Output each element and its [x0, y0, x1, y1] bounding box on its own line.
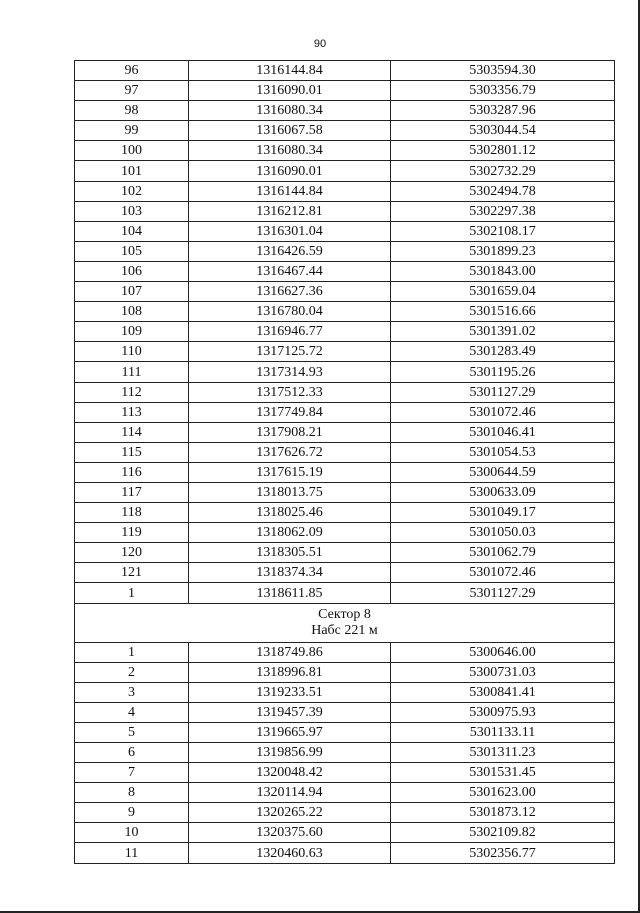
x-coordinate-cell: 1318996.81	[189, 662, 391, 682]
x-coordinate-cell: 1316144.84	[189, 181, 391, 201]
x-coordinate-cell: 1316090.01	[189, 161, 391, 181]
table-row	[75, 783, 615, 803]
coordinates-table-part-a	[75, 61, 615, 604]
table-row	[75, 462, 615, 482]
sector-header-cell	[75, 603, 615, 642]
x-coordinate-cell: 1317749.84	[189, 402, 391, 422]
point-number-cell: 105	[75, 241, 189, 261]
point-number-cell: 114	[75, 422, 189, 442]
table-row	[75, 682, 615, 702]
table-row	[75, 81, 615, 101]
x-coordinate-cell: 1316090.01	[189, 81, 391, 101]
y-coordinate-cell: 5300633.09	[391, 482, 615, 502]
point-number-cell: 11	[75, 843, 189, 863]
y-coordinate-cell: 5302356.77	[391, 843, 615, 863]
x-coordinate-cell: 1317626.72	[189, 442, 391, 462]
point-number-cell: 119	[75, 523, 189, 543]
table-row	[75, 322, 615, 342]
point-number-cell: 99	[75, 121, 189, 141]
point-number-cell: 108	[75, 302, 189, 322]
point-number-cell: 111	[75, 362, 189, 382]
table-row	[75, 442, 615, 462]
x-coordinate-cell: 1318749.86	[189, 642, 391, 662]
x-coordinate-cell: 1316212.81	[189, 201, 391, 221]
y-coordinate-cell: 5301054.53	[391, 442, 615, 462]
table-row	[75, 101, 615, 121]
x-coordinate-cell: 1320375.60	[189, 823, 391, 843]
y-coordinate-cell: 5301195.26	[391, 362, 615, 382]
table-row	[75, 261, 615, 281]
table-row	[75, 763, 615, 783]
point-number-cell: 98	[75, 101, 189, 121]
table-row	[75, 722, 615, 742]
y-coordinate-cell: 5302801.12	[391, 141, 615, 161]
sector-title: Сектор 8	[318, 606, 371, 622]
x-coordinate-cell: 1316627.36	[189, 282, 391, 302]
y-coordinate-cell: 5300975.93	[391, 702, 615, 722]
y-coordinate-cell: 5303287.96	[391, 101, 615, 121]
y-coordinate-cell: 5301843.00	[391, 261, 615, 281]
x-coordinate-cell: 1318374.34	[189, 563, 391, 583]
sector-elevation: Набс 221 м	[311, 622, 378, 638]
x-coordinate-cell: 1320048.42	[189, 763, 391, 783]
point-number-cell: 102	[75, 181, 189, 201]
x-coordinate-cell: 1317125.72	[189, 342, 391, 362]
point-number-cell: 109	[75, 322, 189, 342]
y-coordinate-cell: 5301899.23	[391, 241, 615, 261]
table-row	[75, 702, 615, 722]
x-coordinate-cell: 1319665.97	[189, 722, 391, 742]
y-coordinate-cell: 5300731.03	[391, 662, 615, 682]
y-coordinate-cell: 5301873.12	[391, 803, 615, 823]
point-number-cell: 2	[75, 662, 189, 682]
point-number-cell: 97	[75, 81, 189, 101]
x-coordinate-cell: 1316426.59	[189, 241, 391, 261]
table-row	[75, 161, 615, 181]
x-coordinate-cell: 1316067.58	[189, 121, 391, 141]
y-coordinate-cell: 5301659.04	[391, 282, 615, 302]
point-number-cell: 106	[75, 261, 189, 281]
y-coordinate-cell: 5302297.38	[391, 201, 615, 221]
point-number-cell: 116	[75, 462, 189, 482]
x-coordinate-cell: 1316467.44	[189, 261, 391, 281]
point-number-cell: 112	[75, 382, 189, 402]
point-number-cell: 121	[75, 563, 189, 583]
y-coordinate-cell: 5301623.00	[391, 783, 615, 803]
x-coordinate-cell: 1316301.04	[189, 221, 391, 241]
table-row	[75, 823, 615, 843]
table-row	[75, 362, 615, 382]
table-row	[75, 422, 615, 442]
point-number-cell: 117	[75, 482, 189, 502]
sector-header-row	[75, 603, 615, 642]
point-number-cell: 113	[75, 402, 189, 422]
y-coordinate-cell: 5300841.41	[391, 682, 615, 702]
point-number-cell: 4	[75, 702, 189, 722]
x-coordinate-cell: 1318013.75	[189, 482, 391, 502]
table-row	[75, 141, 615, 161]
y-coordinate-cell: 5303044.54	[391, 121, 615, 141]
y-coordinate-cell: 5301072.46	[391, 402, 615, 422]
y-coordinate-cell: 5302732.29	[391, 161, 615, 181]
page-number: 90	[313, 38, 327, 50]
x-coordinate-cell: 1320460.63	[189, 843, 391, 863]
x-coordinate-cell: 1318062.09	[189, 523, 391, 543]
table-row	[75, 221, 615, 241]
table-row	[75, 583, 615, 603]
y-coordinate-cell: 5301531.45	[391, 763, 615, 783]
point-number-cell: 5	[75, 722, 189, 742]
table-row	[75, 181, 615, 201]
y-coordinate-cell: 5301127.29	[391, 382, 615, 402]
point-number-cell: 120	[75, 543, 189, 563]
x-coordinate-cell: 1319233.51	[189, 682, 391, 702]
point-number-cell: 101	[75, 161, 189, 181]
table-row	[75, 843, 615, 863]
point-number-cell: 96	[75, 61, 189, 81]
table-row	[75, 523, 615, 543]
point-number-cell: 6	[75, 743, 189, 763]
table-row	[75, 563, 615, 583]
point-number-cell: 100	[75, 141, 189, 161]
table-row	[75, 342, 615, 362]
y-coordinate-cell: 5300646.00	[391, 642, 615, 662]
y-coordinate-cell: 5301311.23	[391, 743, 615, 763]
table-row	[75, 662, 615, 682]
table-row	[75, 803, 615, 823]
coordinates-table	[74, 60, 615, 864]
table-row	[75, 402, 615, 422]
y-coordinate-cell: 5302109.82	[391, 823, 615, 843]
point-number-cell: 7	[75, 763, 189, 783]
x-coordinate-cell: 1316144.84	[189, 61, 391, 81]
y-coordinate-cell: 5301391.02	[391, 322, 615, 342]
table-row	[75, 121, 615, 141]
x-coordinate-cell: 1318025.46	[189, 503, 391, 523]
sector-header-group	[75, 603, 615, 642]
table-row	[75, 282, 615, 302]
table-row	[75, 302, 615, 322]
table-row	[75, 743, 615, 763]
x-coordinate-cell: 1316080.34	[189, 101, 391, 121]
table-row	[75, 503, 615, 523]
y-coordinate-cell: 5301050.03	[391, 523, 615, 543]
y-coordinate-cell: 5301049.17	[391, 503, 615, 523]
point-number-cell: 9	[75, 803, 189, 823]
table-row	[75, 201, 615, 221]
point-number-cell: 103	[75, 201, 189, 221]
x-coordinate-cell: 1319457.39	[189, 702, 391, 722]
x-coordinate-cell: 1316780.04	[189, 302, 391, 322]
point-number-cell: 104	[75, 221, 189, 241]
x-coordinate-cell: 1316080.34	[189, 141, 391, 161]
table-row	[75, 382, 615, 402]
x-coordinate-cell: 1320114.94	[189, 783, 391, 803]
y-coordinate-cell: 5302108.17	[391, 221, 615, 241]
table-row	[75, 642, 615, 662]
x-coordinate-cell: 1320265.22	[189, 803, 391, 823]
x-coordinate-cell: 1316946.77	[189, 322, 391, 342]
y-coordinate-cell: 5302494.78	[391, 181, 615, 201]
x-coordinate-cell: 1317615.19	[189, 462, 391, 482]
y-coordinate-cell: 5301127.29	[391, 583, 615, 603]
point-number-cell: 115	[75, 442, 189, 462]
x-coordinate-cell: 1318305.51	[189, 543, 391, 563]
coordinates-table-part-b	[75, 642, 615, 863]
y-coordinate-cell: 5303594.30	[391, 61, 615, 81]
point-number-cell: 110	[75, 342, 189, 362]
y-coordinate-cell: 5301283.49	[391, 342, 615, 362]
x-coordinate-cell: 1318611.85	[189, 583, 391, 603]
point-number-cell: 10	[75, 823, 189, 843]
x-coordinate-cell: 1317512.33	[189, 382, 391, 402]
y-coordinate-cell: 5303356.79	[391, 81, 615, 101]
y-coordinate-cell: 5301133.11	[391, 722, 615, 742]
y-coordinate-cell: 5301072.46	[391, 563, 615, 583]
table-row	[75, 543, 615, 563]
point-number-cell: 3	[75, 682, 189, 702]
table-row	[75, 482, 615, 502]
x-coordinate-cell: 1317314.93	[189, 362, 391, 382]
point-number-cell: 107	[75, 282, 189, 302]
y-coordinate-cell: 5301046.41	[391, 422, 615, 442]
table-row	[75, 61, 615, 81]
y-coordinate-cell: 5301516.66	[391, 302, 615, 322]
table-row	[75, 241, 615, 261]
point-number-cell: 8	[75, 783, 189, 803]
y-coordinate-cell: 5300644.59	[391, 462, 615, 482]
x-coordinate-cell: 1317908.21	[189, 422, 391, 442]
point-number-cell: 118	[75, 503, 189, 523]
y-coordinate-cell: 5301062.79	[391, 543, 615, 563]
point-number-cell: 1	[75, 642, 189, 662]
x-coordinate-cell: 1319856.99	[189, 743, 391, 763]
point-number-cell: 1	[75, 583, 189, 603]
